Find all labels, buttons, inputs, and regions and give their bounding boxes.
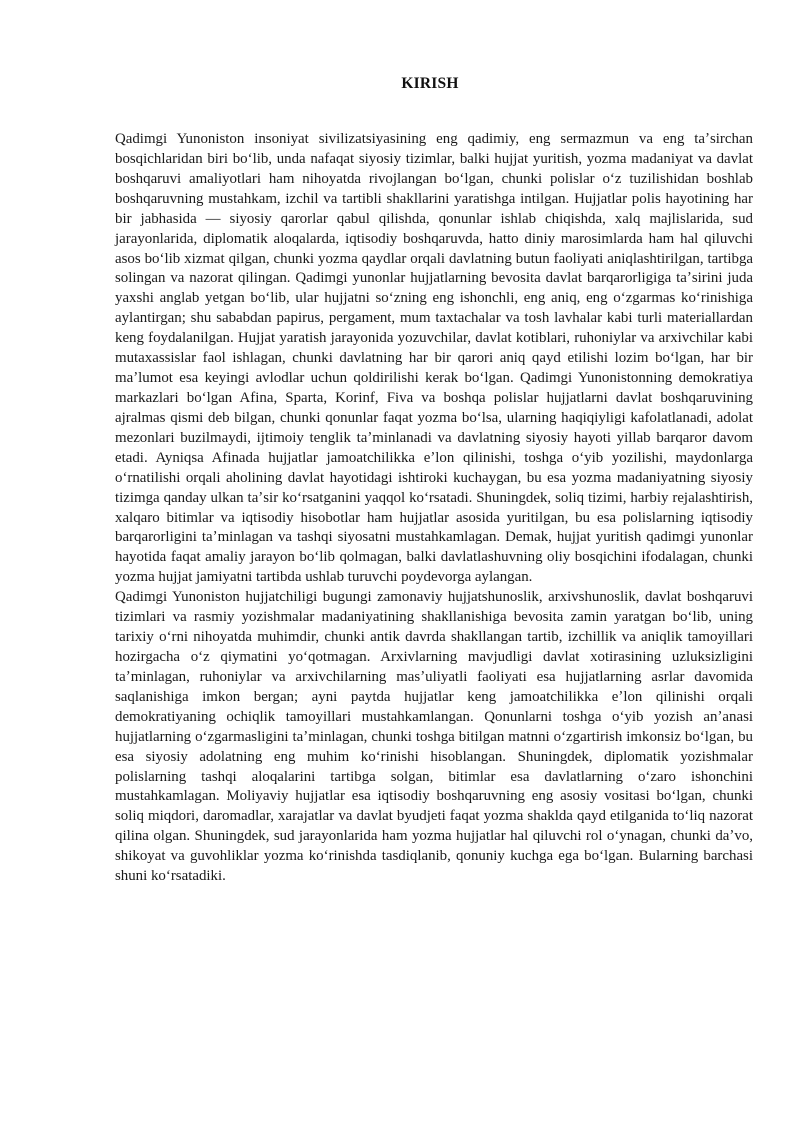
body-text: [115, 130, 753, 887]
paragraph-2: Qadimgi Yunoniston hujjatchiligi bugungi zamonaviy hujjatshunoslik, arxivshunoslik, davlat boshqaruvi tizimlari va rasmiy yozishmalar madaniyatining shakllanishiga bevosita zamin yaratgan boʻlib, uning tarixiy oʻrni nihoyatda muhimdir, chunki antik davrda shakllangan tartib, izchillik va aniqlik tamoyillari hozirgacha oʻz qiymatini yoʻqotmagan. Arxivlarning mavjudligi davlat xotirasining uzluksizligini taʼminlagan, ruhoniylar va arxivchilarning masʼuliyatli faoliyati esa hujjatlarning asrlar davomida saqlanishiga imkon bergan; ayni paytda hujjatlar keng jamoatchilikka eʼlon qilinishi orqali demokratiyaning ochiqlik tamoyillari mustahkamlangan. Qonunlarni toshga oʻyib yozish anʼanasi hujjatlarning oʻzgarmasligini taʼminlagan, chunki toshga bitilgan matnni oʻzgartirish imkonsiz boʻlgan, bu esa siyosiy adolatning eng muhim koʻrinishi hisoblangan. Shuningdek, diplomatik yozishmalar polislarning tashqi aloqalarini tartibga solgan, bitimlar esa davlatlarning oʻzaro ishonchini mustahkamlagan. Moliyaviy hujjatlar esa iqtisodiy boshqaruvning eng asosiy vositasi boʻlgan, chunki soliq miqdori, daromadlar, xarajatlar va davlat byudjeti faqat yozma shaklda qayd etilganida toʻliq nazorat qilina olgan. Shuningdek, sud jarayonlarida ham yozma hujjatlar hal qiluvchi rol oʻynagan, chunki daʼvo, shikoyat va guvohliklar yozma koʻrinishda tasdiqlanib, qonuniy kuchga ega boʻlgan. Bularning barchasi shuni koʻrsatadiki.: [115, 589, 753, 885]
page-title: KIRISH: [401, 75, 459, 92]
paragraph-1: Qadimgi Yunoniston insoniyat sivilizatsiyasining eng qadimiy, eng sermazmun va eng taʼsirchan bosqichlaridan biri boʻlib, unda nafaqat siyosiy tizimlar, balki hujjat yuritish, yozma madaniyat va davlat boshqaruvi amaliyotlari ham nihoyatda rivojlangan boʻlgan, chunki polislar oʻz tuzilishidan boshlab boshqaruvning mustahkam, izchil va tartibli shakllarini yaratishga intilgan. Hujjatlar polis hayotining har bir jabhasida — siyosiy qarorlar qabul qilishda, qonunlar ishlab chiqishda, xalq majlislarida, sud jarayonlarida, diplomatik aloqalarda, iqtisodiy boshqaruvda, hatto diniy marosimlarda ham hal qiluvchi asos boʻlib xizmat qilgan, chunki yozma qaydlar orqali davlatning butun faoliyati aniqlashtirilgan, tartibga solingan va nazorat qilingan. Qadimgi yunonlar hujjatlarning bevosita davlat barqarorligiga taʼsirini juda yaxshi anglab yetgan boʻlib, ular hujjatni soʻzning eng ishonchli, eng aniq, eng oʻzgarmas koʻrinishiga aylantirgan; shu sababdan papirus, pergament, mum taxtachalar va tosh lavhalar kabi turli materiallardan keng foydalanilgan. Hujjat yaratish jarayonida yozuvchilar, davlat kotiblari, ruhoniylar va arxivchilar kabi mutaxassislar faol ishlagan, chunki davlatning har bir qarori aniq qayd etilishi lozim boʻlgan, har bir maʼlumot esa keyingi avlodlar uchun qoldirilishi kerak boʻlgan. Qadimgi Yunonistonning demokratiya markazlari boʻlgan Afina, Sparta, Korinf, Fiva va boshqa polislar hujjatlarni davlat boshqaruvining ajralmas qismi deb bilgan, chunki qonunlar faqat yozma boʻlsa, ularning haqiqiyligi kafolatlanadi, adolat mezonlari buzilmaydi, ijtimoiy tenglik taʼminlanadi va davlatning siyosiy hayoti yillab barqaror davom etadi. Ayniqsa Afinada hujjatlar jamoatchilikka eʼlon qilinishi, toshga oʻyib yozilishi, maydonlarga oʻrnatilishi orqali aholining davlat hayotidagi ishtiroki kuchaygan, bu esa yozma madaniyatning siyosiy tizimga qanday ulkan taʼsir koʻrsatganini yaqqol koʻrsatadi. Shuningdek, soliq tizimi, harbiy rejalashtirish, xalqaro bitimlar va iqtisodiy hisobotlar ham hujjatlar asosida yuritilgan, bu esa polislarning iqtisodiy barqarorligini taʼminlagan va tashqi siyosatni mustahkamlagan. Demak, hujjat yuritish qadimgi yunonlar hayotida faqat amaliy jarayon boʻlib qolmagan, balki davlatlashuvning oliy bosqichini ifodalagan, chunki yozma hujjat jamiyatni tartibda ushlab turuvchi poydevorga aylangan.: [115, 131, 753, 586]
